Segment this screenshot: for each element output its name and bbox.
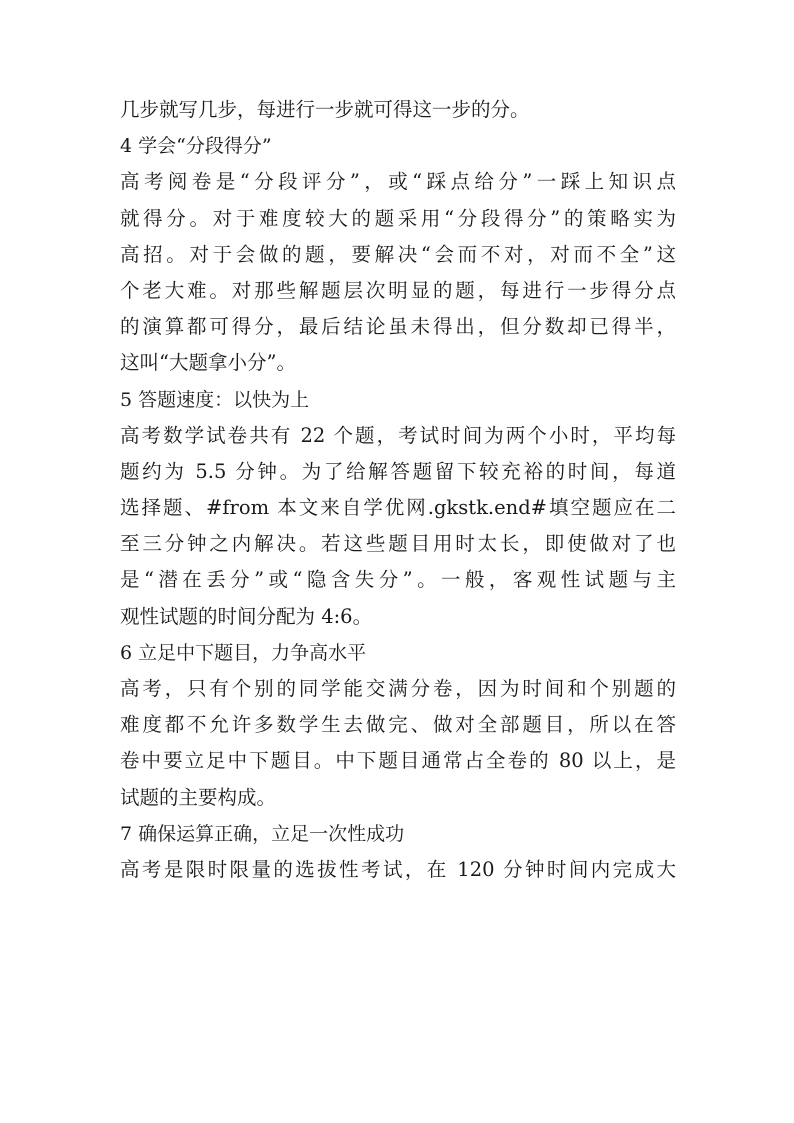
body-text-line: 选择题、#from 本文来自学优网.gkstk.end#填空题应在二 [120,496,676,520]
body-text-line: 的演算都可得分，最后结论虽未得出，但分数却已得半， [120,315,676,339]
body-text-line: 是“潜在丢分”或“隐含失分”。一般，客观性试题与主 [120,568,676,592]
body-text-line: 题约为 5.5 分钟。为了给解答题留下较充裕的时间，每道 [120,459,676,483]
body-text-line: 高招。对于会做的题，要解决“会而不对，对而不全”这 [120,242,676,266]
body-text-line: 试题的主要构成。 [120,785,277,809]
body-text-line: 这叫“大题拿小分”。 [120,351,296,375]
document-page [120,92,676,888]
body-text-line: 至三分钟之内解决。若这些题目用时太长，即使做对了也 [120,532,676,556]
body-text-line: 几步就写几步，每进行一步就可得这一步的分。 [120,98,530,121]
body-text-line: 卷中要立足中下题目。中下题目通常占全卷的 80 以上，是 [120,749,676,773]
body-text-line: 高考，只有个别的同学能交满分卷，因为时间和个别题的 [120,677,676,700]
body-text-line: 高考数学试卷共有 22 个题，考试时间为两个小时，平均每 [120,423,676,447]
section-heading: 4 学会“分段得分” [120,135,272,158]
body-text-line: 个老大难。对那些解题层次明显的题，每进行一步得分点 [120,278,676,302]
section-heading: 6 立足中下题目，力争高水平 [120,641,367,664]
body-text-line: 高考阅卷是“分段评分”，或“踩点给分”一踩上知识点 [120,170,676,194]
body-text-line: 就得分。对于难度较大的题采用“分段得分”的策略实为 [120,206,676,230]
section-heading: 5 答题速度：以快为上 [120,388,310,411]
body-text-line: 高考是限时限量的选拔性考试，在 120 分钟时间内完成大 [120,857,676,881]
section-heading: 7 确保运算正确，立足一次性成功 [120,822,405,845]
body-text-line: 观性试题的时间分配为 4:6。 [120,604,373,628]
body-text-line: 难度都不允许多数学生去做完、做对全部题目，所以在答 [120,713,676,737]
